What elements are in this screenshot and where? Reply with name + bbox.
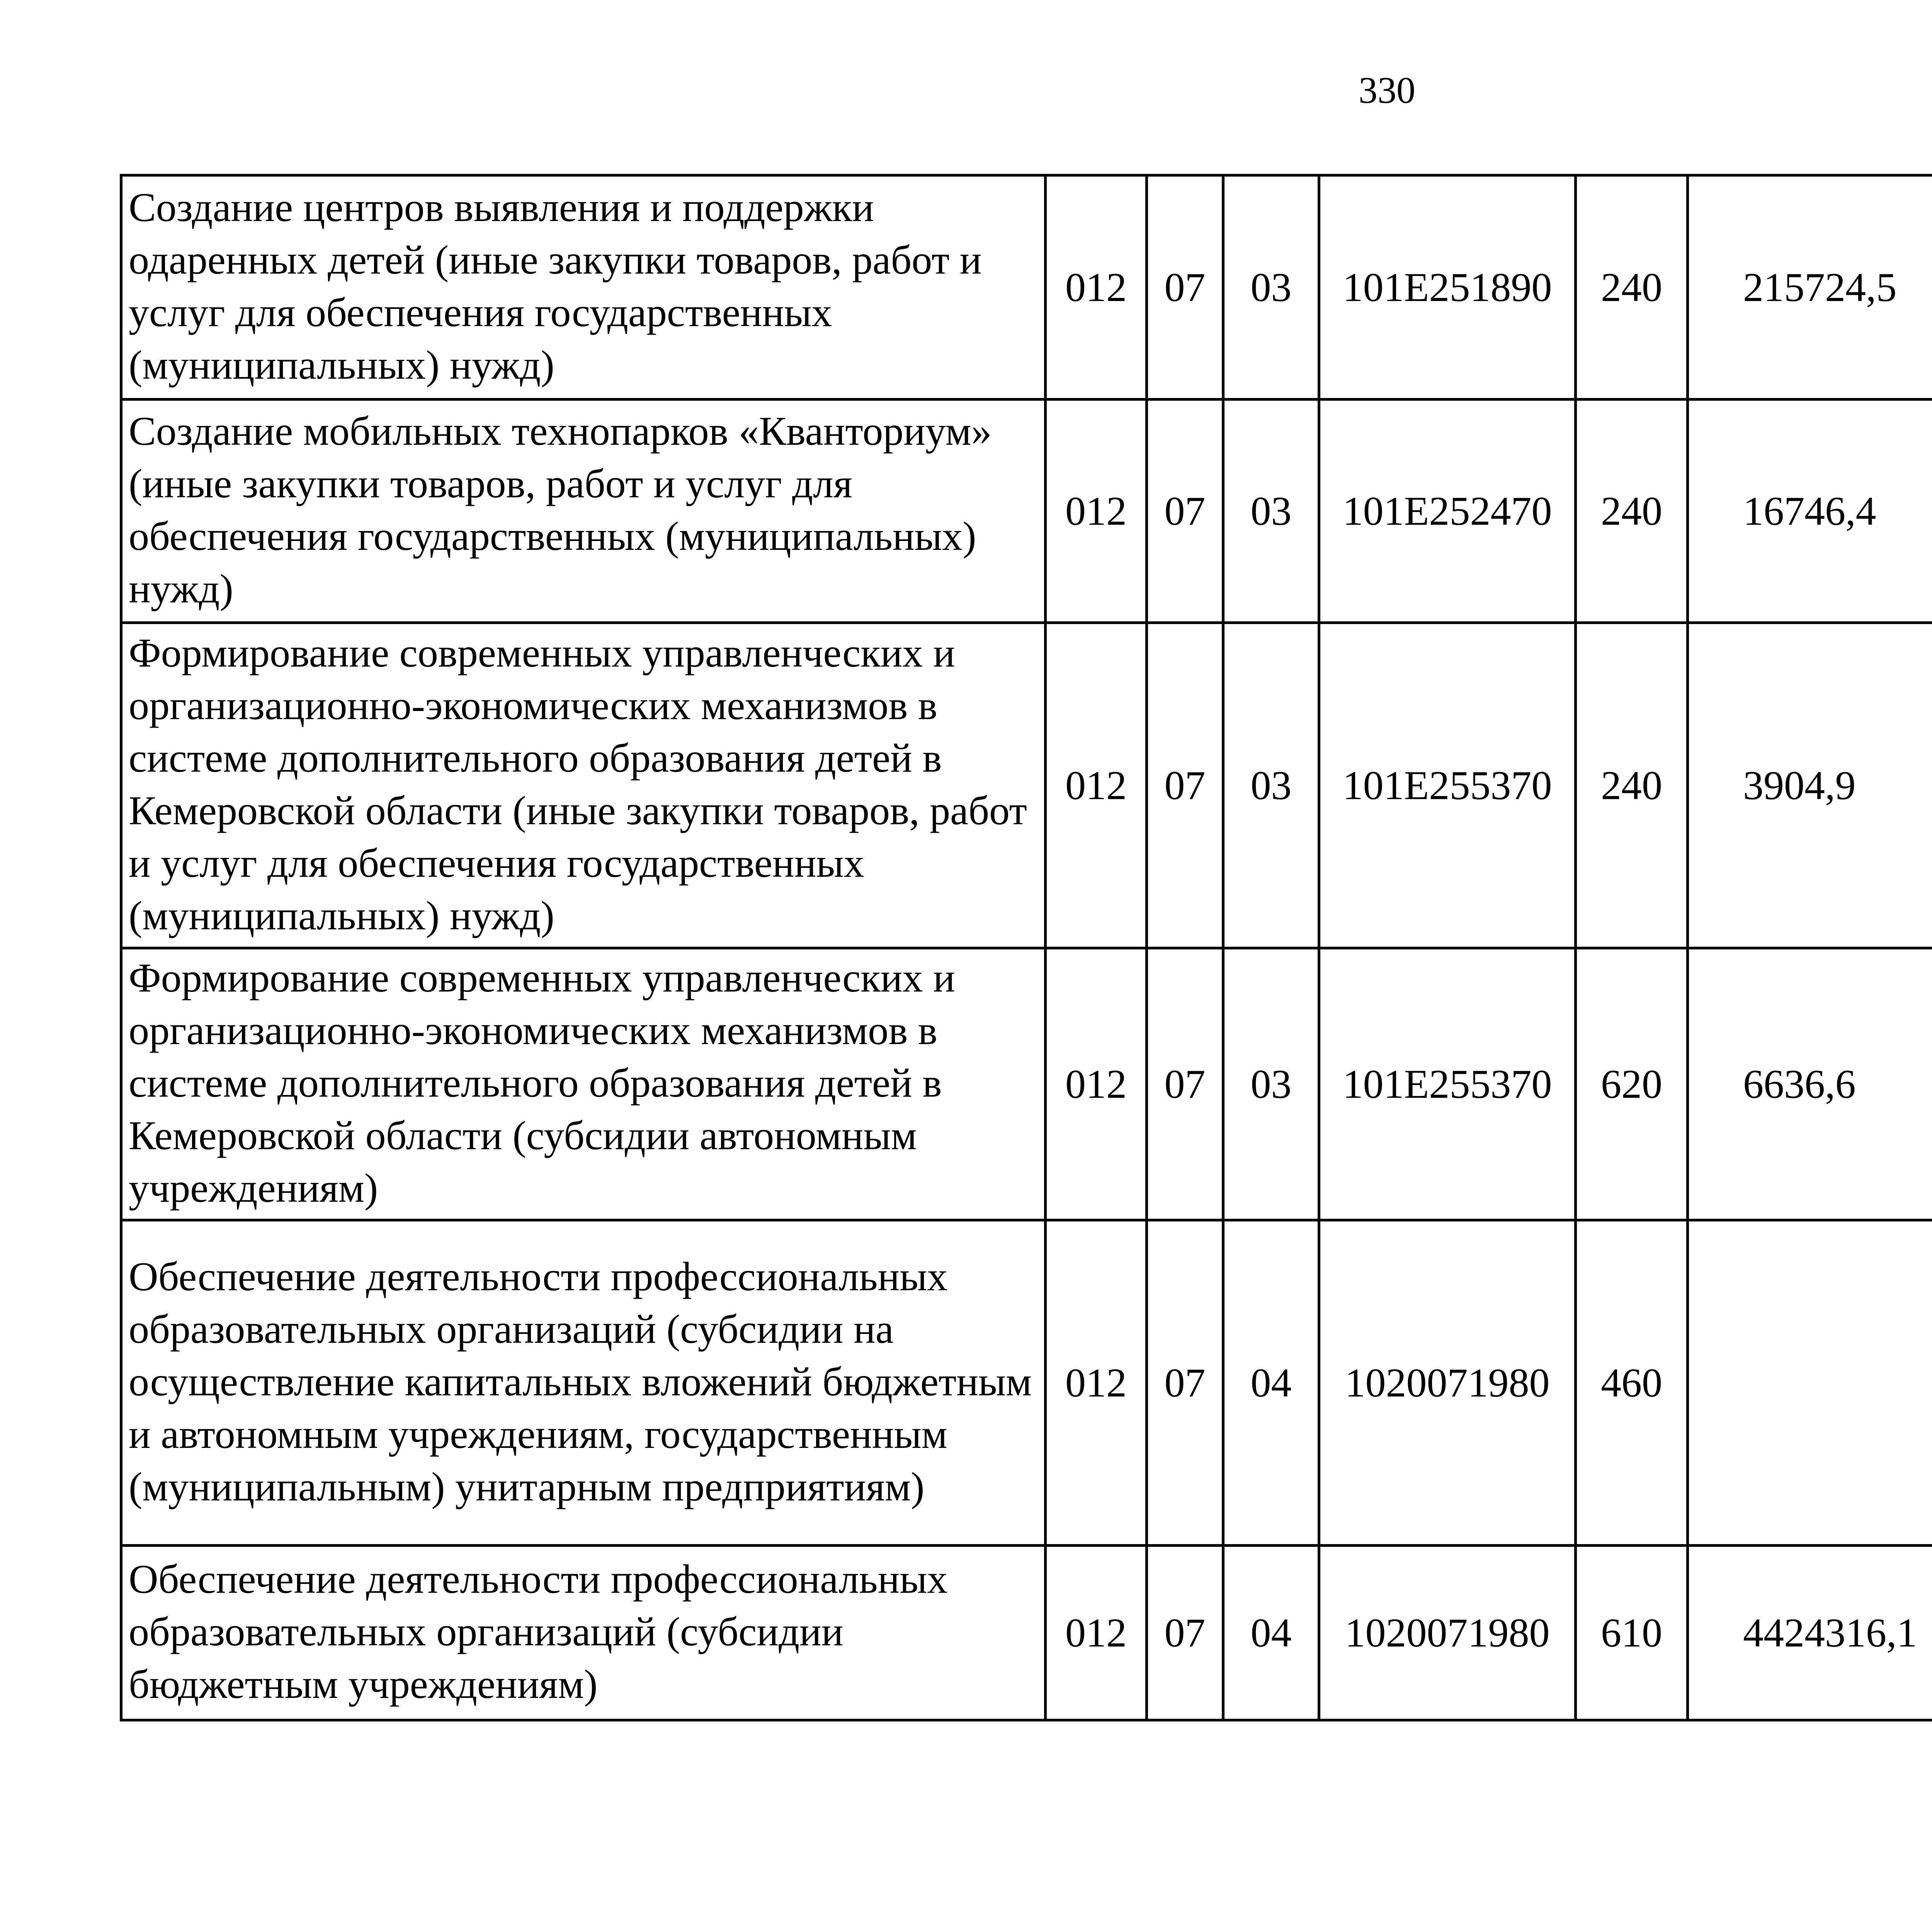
expense-type-code: 620	[1576, 948, 1688, 1220]
ministry-code: 012	[1046, 175, 1147, 400]
row-description: Обеспечение деятельности профессиональных образовательных организаций (субсидии бюджетным учреждениям)	[121, 1546, 1046, 1720]
section-code: 07	[1147, 1220, 1223, 1546]
target-article-code: 101E255370	[1319, 948, 1576, 1220]
section-code: 07	[1147, 400, 1223, 623]
target-article-code: 101E251890	[1319, 175, 1576, 400]
subsection-code: 03	[1223, 400, 1319, 623]
section-code: 07	[1147, 948, 1223, 1220]
subsection-code: 03	[1223, 623, 1319, 948]
table-row	[121, 1546, 1932, 1720]
ministry-code: 012	[1046, 1220, 1147, 1546]
subsection-code: 04	[1223, 1546, 1319, 1720]
amount-year-1: 215724,5	[1688, 175, 1932, 400]
expense-type-code: 240	[1576, 623, 1688, 948]
table-row	[121, 623, 1932, 948]
expense-type-code: 610	[1576, 1546, 1688, 1720]
subsection-code: 03	[1223, 948, 1319, 1220]
target-article-code: 1020071980	[1319, 1220, 1576, 1546]
row-description: Формирование современных управленческих и организационно-экономических механизмов в системе дополнительного образования детей в Кемеровской области (субсидии автономным учреждениям)	[121, 948, 1046, 1220]
amount-year-1: 3904,9	[1688, 623, 1932, 948]
amount-year-1	[1688, 1220, 1932, 1546]
row-description: Формирование современных управленческих и организационно-экономических механизмов в системе дополнительного образования детей в Кемеровской области (иные закупки товаров, работ и услуг для обеспечения государственных (муниципальных) нужд)	[121, 623, 1046, 948]
expense-type-code: 460	[1576, 1220, 1688, 1546]
section-code: 07	[1147, 623, 1223, 948]
amount-year-1: 16746,4	[1688, 400, 1932, 623]
table-row	[121, 1220, 1932, 1546]
ministry-code: 012	[1046, 948, 1147, 1220]
row-description: Обеспечение деятельности профессиональных образовательных организаций (субсидии на осуществление капитальных вложений бюджетным и автономным учреждениям, государственным (муниципальным) унитарным предприятиям)	[121, 1220, 1046, 1546]
target-article-code: 101E252470	[1319, 400, 1576, 623]
amount-year-1: 6636,6	[1688, 948, 1932, 1220]
expense-type-code: 240	[1576, 175, 1688, 400]
amount-year-1: 4424316,1	[1688, 1546, 1932, 1720]
section-code: 07	[1147, 1546, 1223, 1720]
table-row	[121, 400, 1932, 623]
row-description: Создание центров выявления и поддержки одаренных детей (иные закупки товаров, работ и услуг для обеспечения государственных (муниципальных) нужд)	[121, 175, 1046, 400]
ministry-code: 012	[1046, 623, 1147, 948]
subsection-code: 04	[1223, 1220, 1319, 1546]
target-article-code: 101E255370	[1319, 623, 1576, 948]
target-article-code: 1020071980	[1319, 1546, 1576, 1720]
ministry-code: 012	[1046, 1546, 1147, 1720]
row-description: Создание мобильных технопарков «Кванториум» (иные закупки товаров, работ и услуг для обеспечения государственных (муниципальных) нужд)	[121, 400, 1046, 623]
budget-table	[120, 174, 1932, 1721]
expense-type-code: 240	[1576, 400, 1688, 623]
table-row	[121, 948, 1932, 1220]
section-code: 07	[1147, 175, 1223, 400]
table-row	[121, 175, 1932, 400]
ministry-code: 012	[1046, 400, 1147, 623]
subsection-code: 03	[1223, 175, 1319, 400]
page-number: 330	[1359, 70, 1415, 111]
